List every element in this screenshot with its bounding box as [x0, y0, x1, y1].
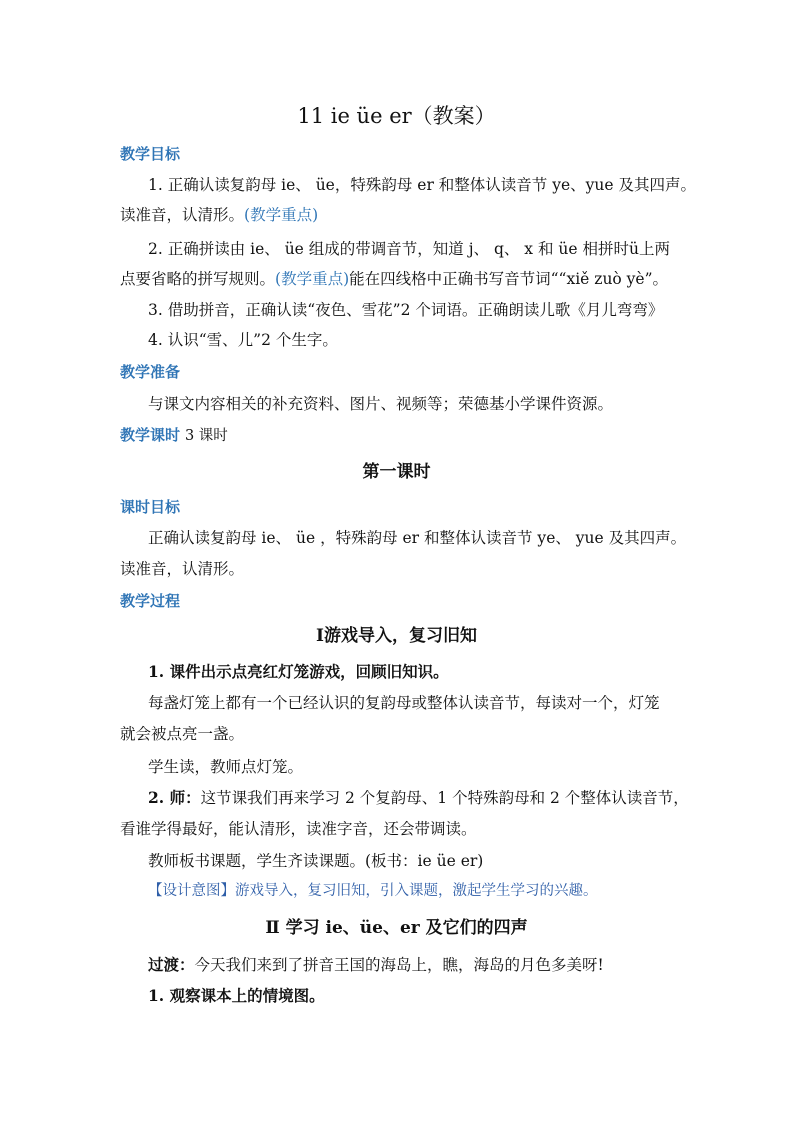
part-2-title: Ⅱ 学习 ie、üe、er 及它们的四声	[265, 918, 528, 938]
part-1-title: Ⅰ游戏导入，复习旧知	[316, 626, 477, 646]
prep-text: 与课文内容相关的补充资料、图片、视频等；荣德基小学课件资源。	[148, 395, 614, 413]
goal-2-line-2	[120, 268, 668, 290]
hours-line	[120, 424, 228, 447]
lesson-goal-line-1: 正确认读复韵母 ie、 üe ，特殊韵母 er 和整体认读音节 ye、 yue 及其四声。	[148, 529, 687, 547]
transition-line	[148, 954, 604, 976]
prep-heading: 教学准备	[120, 363, 181, 381]
document-title: 11 ie üe er（教案）	[297, 104, 496, 128]
goal-4: 4. 认识“雪、儿”2 个生字。	[148, 331, 338, 349]
part-1-step-2-text: 这节课我们再来学习 2 个复韵母、1 个特殊韵母和 2 个整体认读音节，	[200, 789, 689, 807]
key-point-tag: (教学重点)	[275, 270, 350, 288]
goal-2-line-1: 2. 正确拼读由 ie、 üe 组成的带调音节，知道 j、 q、 x 和 üe 相拼时ü上两	[148, 240, 670, 258]
part-1-paragraph-line-1: 每盏灯笼上都有一个已经认识的复韵母或整体认读音节，每读对一个，灯笼	[148, 694, 660, 712]
lesson-goal-line-2: 读准音，认清形。	[120, 560, 245, 578]
goal-1-line-2	[120, 204, 318, 226]
part-1-students: 学生读，教师点灯笼。	[148, 758, 304, 776]
part-2-step-1: 1. 观察课本上的情境图。	[148, 986, 325, 1005]
process-heading: 教学过程	[120, 592, 181, 610]
part-1-paragraph-line-2: 就会被点亮一盏。	[120, 725, 245, 743]
transition-label: 过渡：	[148, 955, 195, 974]
hours-heading: 教学课时	[120, 426, 181, 444]
goal-1-line-1: 1. 正确认读复韵母 ie、 üe，特殊韵母 er 和整体认读音节 ye、yue 及其四声。	[148, 176, 696, 194]
lesson-1-title: 第一课时	[362, 462, 431, 482]
part-1-board: 教师板书课题，学生齐读课题。(板书：ie üe er)	[148, 852, 484, 870]
goal-2-text: 点要省略的拼写规则。	[120, 270, 276, 288]
teacher-label: 2. 师：	[148, 788, 201, 807]
design-intent-note: 【设计意图】游戏导入，复习旧知，引入课题，激起学生学习的兴趣。	[148, 883, 598, 899]
transition-text: 今天我们来到了拼音王国的海岛上，瞧，海岛的月色多美呀!	[194, 956, 604, 974]
part-1-step-2-line-2: 看谁学得最好，能认清形，读准字音，还会带调读。	[120, 820, 477, 838]
goal-3: 3. 借助拼音，正确认读“夜色、雪花”2 个词语。正确朗读儿歌《月儿弯弯》	[148, 301, 664, 319]
lesson-goal-heading: 课时目标	[120, 498, 181, 516]
goal-2-text-post: 能在四线格中正确书写音节词““xiě zuò yè”。	[349, 270, 669, 288]
key-point-tag: (教学重点)	[244, 206, 319, 224]
goals-heading: 教学目标	[120, 145, 181, 163]
part-1-step-2-line-1	[148, 787, 689, 809]
hours-text: 3 课时	[184, 428, 228, 444]
goal-1-text: 读准音，认清形。	[120, 206, 245, 224]
part-1-step-1: 1. 课件出示点亮红灯笼游戏，回顾旧知识。	[148, 662, 449, 681]
